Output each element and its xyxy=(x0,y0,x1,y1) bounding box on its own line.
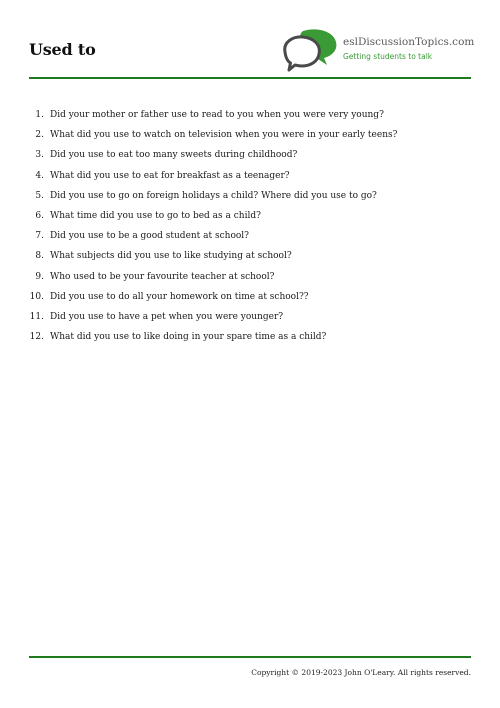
question-number: 8. xyxy=(35,251,44,262)
question-text: Did your mother or father use to read to you when you were very young? xyxy=(50,110,384,120)
question-text: What did you use to like doing in your spare time as a child? xyxy=(50,332,327,343)
question-item xyxy=(29,166,471,186)
copyright-notice: Copyright © 2019-2023 John O'Leary. All rights reserved. xyxy=(251,668,471,677)
question-text: What did you use to watch on television when you were in your early teens? xyxy=(50,130,398,141)
question-number: 6. xyxy=(35,210,44,221)
question-number: 9. xyxy=(35,271,44,282)
question-number: 11. xyxy=(29,311,44,322)
logo-tagline: Getting students to talk xyxy=(343,52,433,61)
header-divider xyxy=(29,77,471,79)
question-item xyxy=(29,307,471,327)
question-number: 3. xyxy=(35,150,44,161)
site-logo[interactable] xyxy=(281,28,475,72)
question-item xyxy=(29,125,471,145)
question-text: Did you use to go on foreign holidays a child? Where did you use to go? xyxy=(50,190,377,201)
question-number: 2. xyxy=(35,130,44,141)
question-number: 12. xyxy=(29,332,44,343)
question-item xyxy=(29,267,471,287)
question-item xyxy=(29,226,471,246)
question-item xyxy=(29,186,471,206)
question-number: 10. xyxy=(29,291,44,302)
speech-bubbles-icon xyxy=(281,28,341,72)
question-number: 5. xyxy=(35,190,44,201)
question-text: What did you use to eat for breakfast as a teenager? xyxy=(50,170,290,181)
question-text: Did you use to eat too many sweets during childhood? xyxy=(50,150,298,161)
logo-site-name: eslDiscussionTopics.com xyxy=(343,36,475,48)
question-text: Did you use to have a pet when you were younger? xyxy=(50,311,284,322)
question-number: 7. xyxy=(35,231,44,242)
question-text: What subjects did you use to like studying at school? xyxy=(50,251,292,262)
question-number: 1. xyxy=(35,110,44,120)
question-number: 4. xyxy=(35,170,44,181)
question-text: Did you use to do all your homework on time at school?? xyxy=(50,291,309,302)
question-item xyxy=(29,246,471,266)
question-text: Did you use to be a good student at school? xyxy=(50,231,250,242)
question-text: What time did you use to go to bed as a child? xyxy=(50,210,261,221)
question-item xyxy=(29,145,471,165)
page-title: Used to xyxy=(29,40,96,59)
question-item xyxy=(29,206,471,226)
question-text: Who used to be your favourite teacher at school? xyxy=(50,271,275,282)
footer-divider xyxy=(29,656,471,658)
question-item xyxy=(29,105,471,125)
question-item xyxy=(29,287,471,307)
question-item xyxy=(29,327,471,347)
question-list xyxy=(29,105,471,347)
page-header xyxy=(29,28,475,78)
